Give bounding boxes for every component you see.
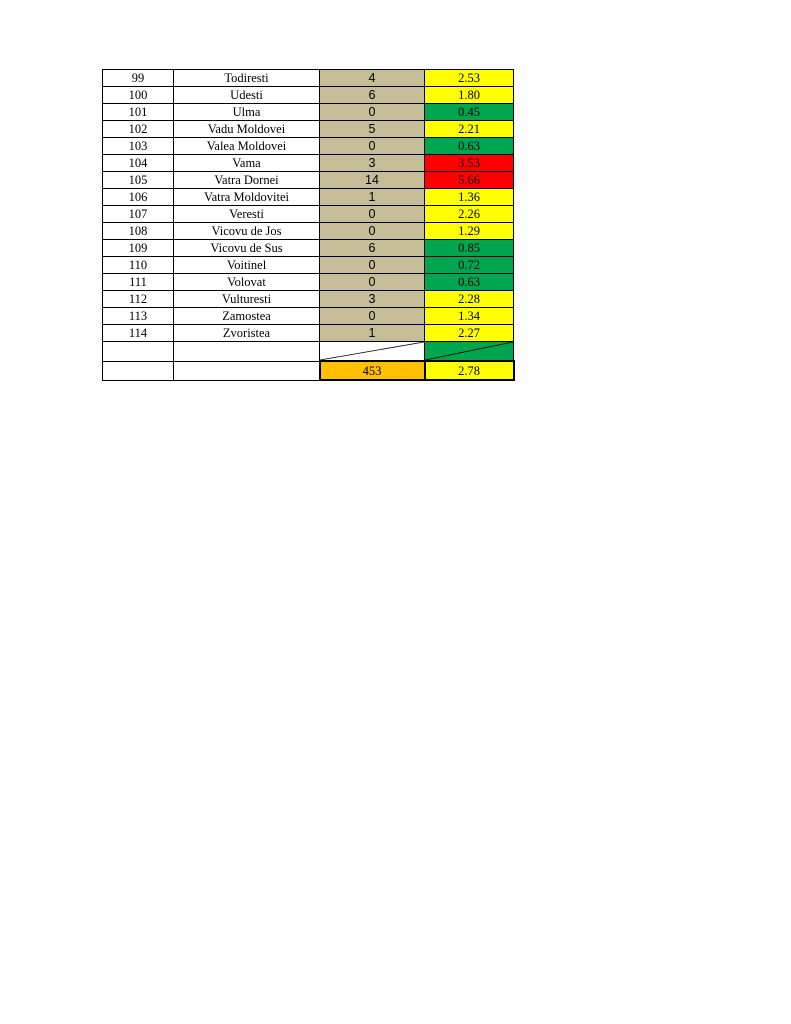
locality-name-cell: Ulma	[174, 104, 320, 121]
table-row	[103, 172, 514, 189]
rate-cell: 2.26	[425, 206, 514, 223]
count-cell: 3	[320, 155, 425, 172]
row-index-cell: 105	[103, 172, 174, 189]
table-row	[103, 325, 514, 342]
count-cell: 0	[320, 138, 425, 155]
rate-cell: 3.53	[425, 155, 514, 172]
locality-name-cell: Veresti	[174, 206, 320, 223]
count-cell: 3	[320, 291, 425, 308]
rate-cell: 2.21	[425, 121, 514, 138]
row-index-cell: 113	[103, 308, 174, 325]
row-index-cell: 106	[103, 189, 174, 206]
locality-name-cell: Vulturesti	[174, 291, 320, 308]
locality-name-cell: Udesti	[174, 87, 320, 104]
empty-cell	[103, 361, 174, 380]
row-index-cell: 101	[103, 104, 174, 121]
locality-name-cell: Vadu Moldovei	[174, 121, 320, 138]
rate-cell: 5.66	[425, 172, 514, 189]
table-row	[103, 257, 514, 274]
total-rate-cell: 2.78	[425, 361, 514, 380]
rate-cell: 1.34	[425, 308, 514, 325]
row-index-cell: 102	[103, 121, 174, 138]
rate-cell: 2.28	[425, 291, 514, 308]
count-cell: 5	[320, 121, 425, 138]
count-cell: 0	[320, 274, 425, 291]
table-row	[103, 223, 514, 240]
rate-cell: 2.27	[425, 325, 514, 342]
table-row	[103, 70, 514, 87]
locality-name-cell: Voitinel	[174, 257, 320, 274]
locality-name-cell: Vicovu de Sus	[174, 240, 320, 257]
rate-cell: 1.36	[425, 189, 514, 206]
count-cell: 0	[320, 104, 425, 121]
row-index-cell: 111	[103, 274, 174, 291]
locality-name-cell: Volovat	[174, 274, 320, 291]
table-row	[103, 189, 514, 206]
diagonal-separator-row	[103, 342, 514, 362]
count-cell: 0	[320, 206, 425, 223]
table-row	[103, 308, 514, 325]
count-cell: 1	[320, 325, 425, 342]
count-cell: 14	[320, 172, 425, 189]
diagonal-count-cell	[320, 342, 425, 362]
locality-name-cell: Valea Moldovei	[174, 138, 320, 155]
row-index-cell: 100	[103, 87, 174, 104]
row-index-cell: 112	[103, 291, 174, 308]
row-index-cell: 109	[103, 240, 174, 257]
rate-cell: 1.29	[425, 223, 514, 240]
count-cell: 0	[320, 223, 425, 240]
table-row	[103, 138, 514, 155]
rate-cell: 0.63	[425, 138, 514, 155]
locality-name-cell: Vatra Dornei	[174, 172, 320, 189]
rate-cell: 2.53	[425, 70, 514, 87]
row-index-cell: 110	[103, 257, 174, 274]
locality-name-cell: Todiresti	[174, 70, 320, 87]
count-cell: 6	[320, 240, 425, 257]
locality-name-cell: Zamostea	[174, 308, 320, 325]
total-row	[103, 361, 514, 380]
count-cell: 0	[320, 257, 425, 274]
table-row	[103, 291, 514, 308]
rate-cell: 0.72	[425, 257, 514, 274]
row-index-cell: 99	[103, 70, 174, 87]
table-row	[103, 104, 514, 121]
rate-cell: 0.45	[425, 104, 514, 121]
data-table-container	[102, 69, 515, 381]
locality-name-cell: Zvoristea	[174, 325, 320, 342]
count-cell: 4	[320, 70, 425, 87]
table-row	[103, 121, 514, 138]
table-row	[103, 206, 514, 223]
row-index-cell: 114	[103, 325, 174, 342]
count-cell: 1	[320, 189, 425, 206]
diagonal-line	[320, 342, 424, 360]
row-index-cell: 104	[103, 155, 174, 172]
table-row	[103, 87, 514, 104]
row-index-cell: 103	[103, 138, 174, 155]
count-cell: 0	[320, 308, 425, 325]
table-row	[103, 155, 514, 172]
empty-cell	[174, 342, 320, 362]
table-row	[103, 274, 514, 291]
row-index-cell: 108	[103, 223, 174, 240]
locality-name-cell: Vicovu de Jos	[174, 223, 320, 240]
table-row	[103, 240, 514, 257]
data-table	[102, 69, 515, 381]
rate-cell: 0.63	[425, 274, 514, 291]
empty-cell	[103, 342, 174, 362]
row-index-cell: 107	[103, 206, 174, 223]
rate-cell: 0.85	[425, 240, 514, 257]
table-footer	[103, 342, 514, 381]
locality-name-cell: Vama	[174, 155, 320, 172]
diagonal-line	[425, 342, 513, 360]
rate-cell: 1.80	[425, 87, 514, 104]
count-cell: 6	[320, 87, 425, 104]
table-body	[103, 70, 514, 342]
locality-name-cell: Vatra Moldovitei	[174, 189, 320, 206]
empty-cell	[174, 361, 320, 380]
diagonal-rate-cell	[425, 342, 514, 362]
total-count-cell: 453	[320, 361, 425, 380]
